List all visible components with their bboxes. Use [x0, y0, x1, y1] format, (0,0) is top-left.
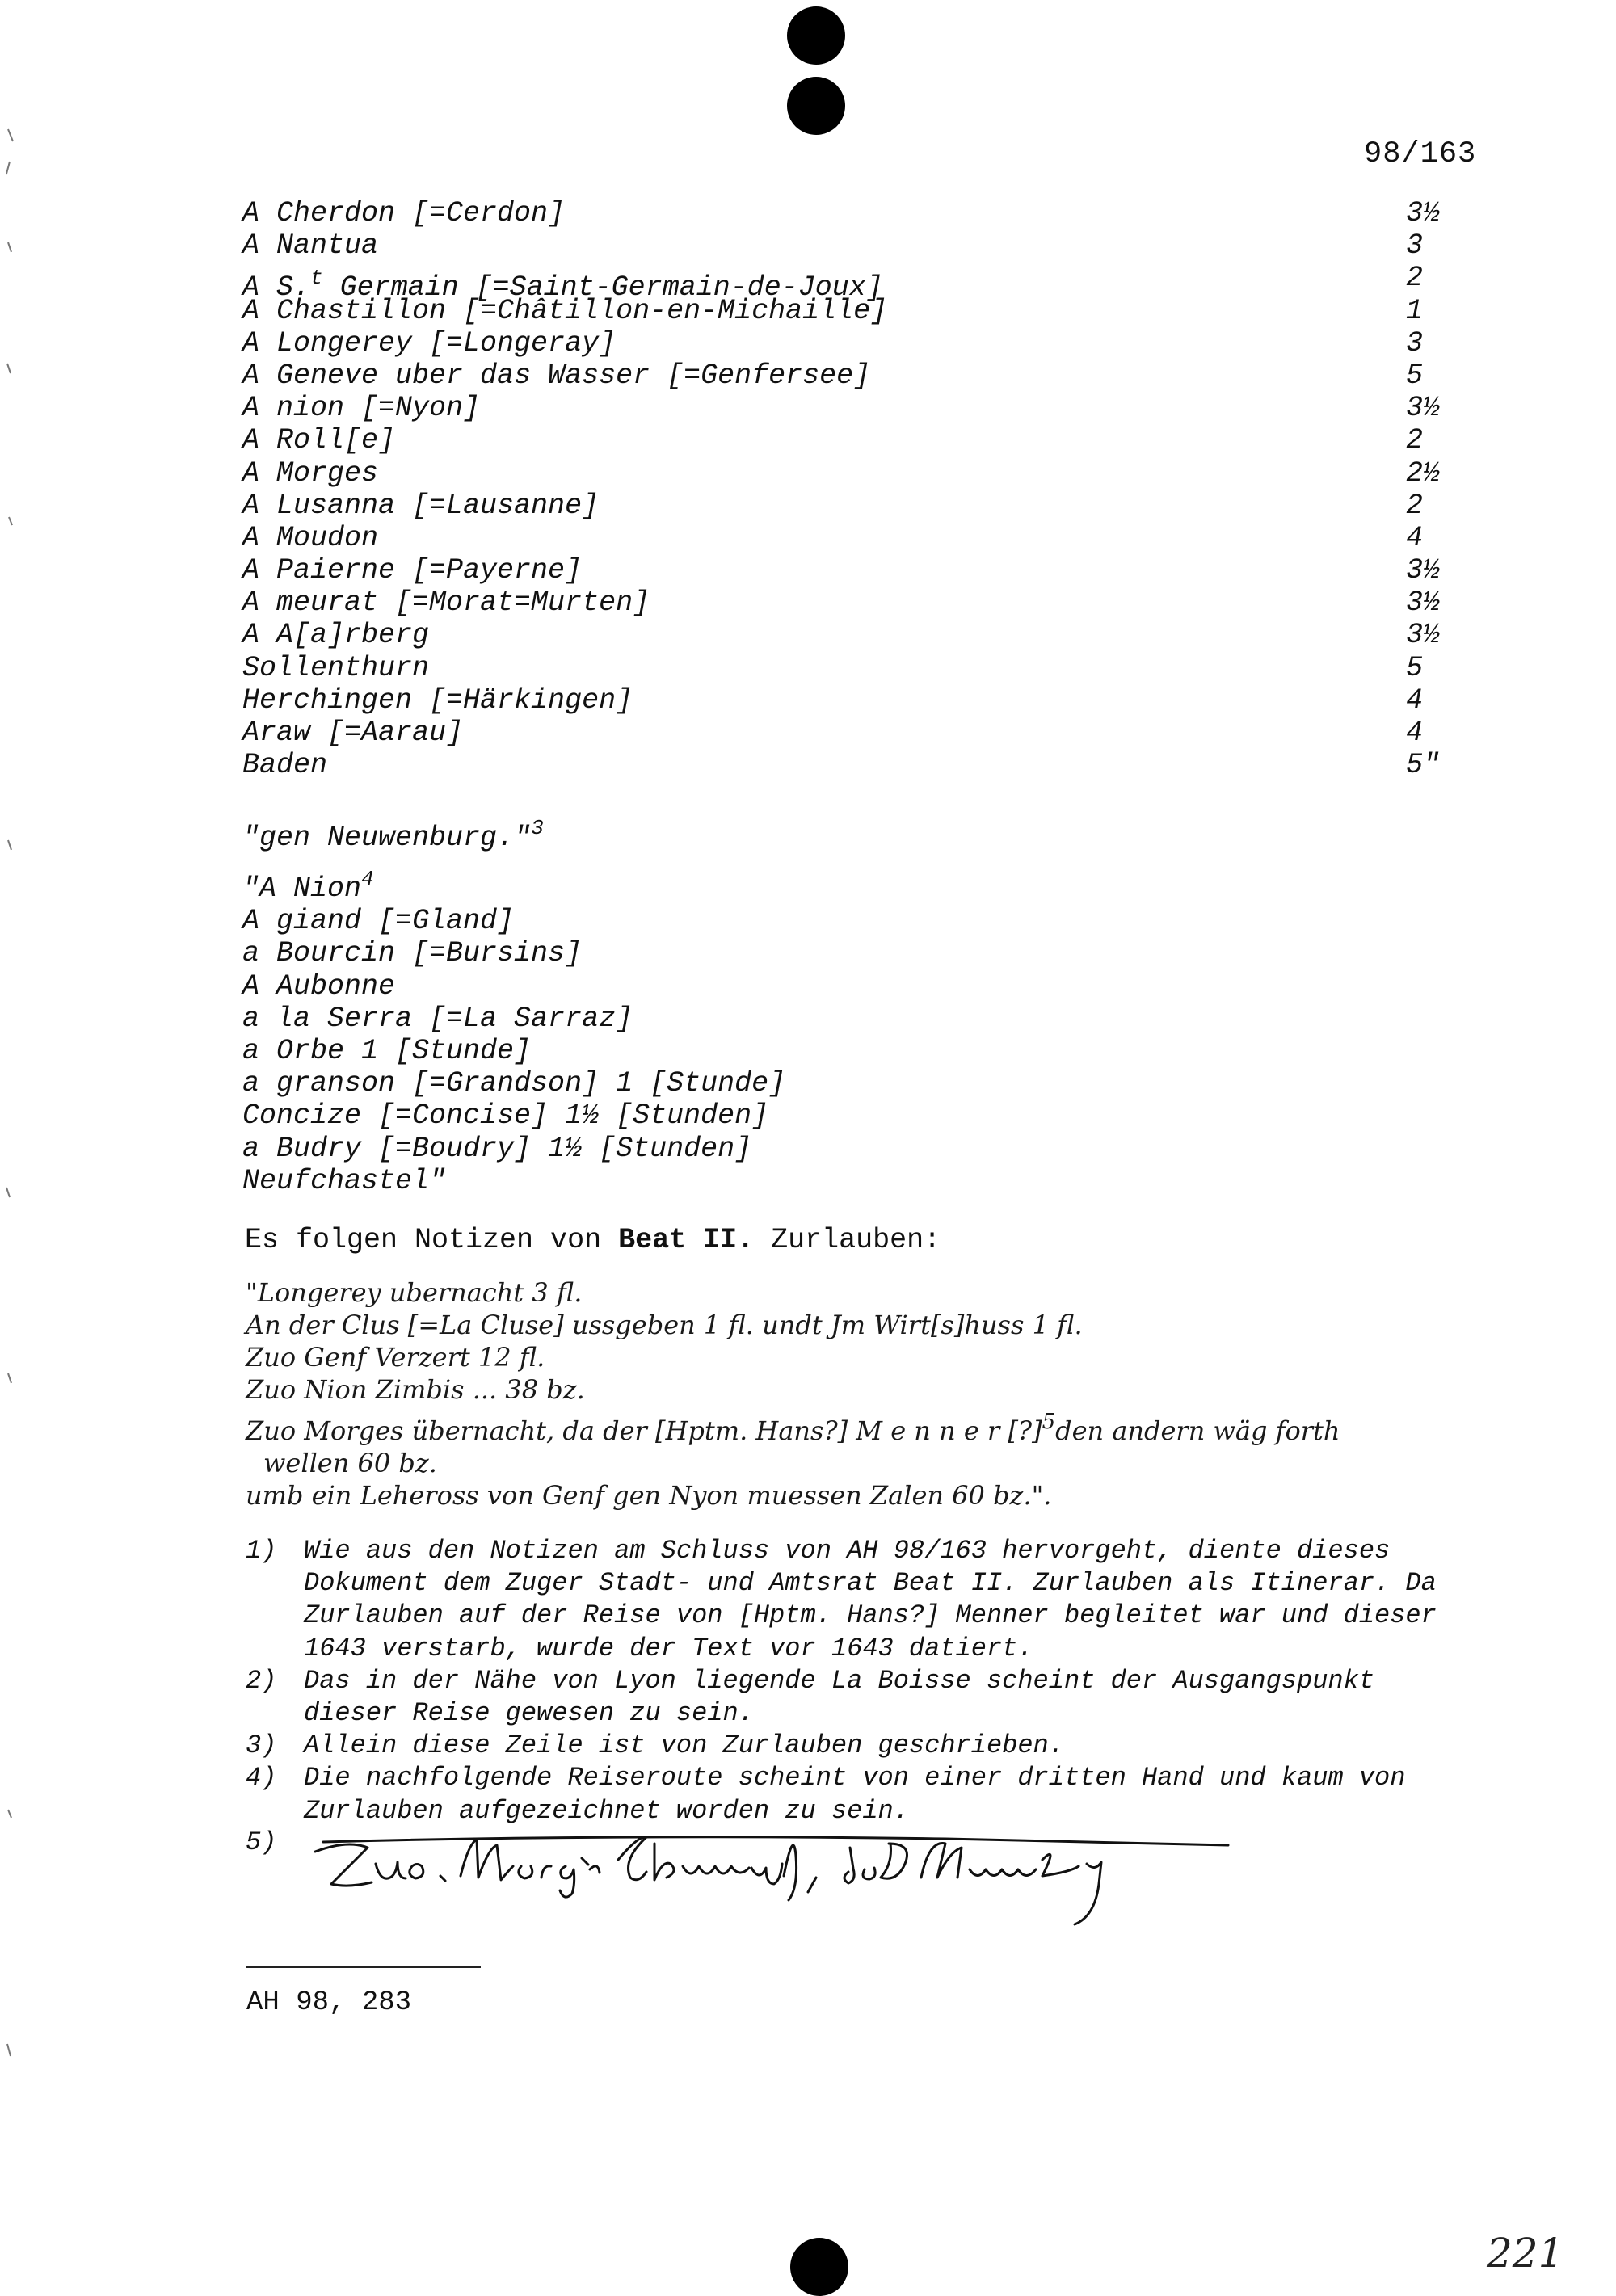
itinerary-row [242, 749, 1462, 781]
notes-intro [245, 1224, 941, 1256]
place-name: A Paierne [=Payerne] [242, 554, 583, 587]
note-line [246, 1406, 1458, 1447]
margin-scan-marks [0, 0, 24, 2283]
place-name: A A[a]rberg [242, 619, 430, 652]
footnote-text: Wie aus den Notizen am Schluss von AH 98/163 hervorgeht, diente dieses Dokument dem Zuger Stadt- und Amtsrat Beat II. Zurlauben als Itinerar. Da Zurlauben auf der Reise von [Hptm. Hans?] Menner begleitet war und dieser 1643 verstarb, wurde der Text vor 1643 datiert. [304, 1536, 1437, 1663]
itinerary-row [242, 717, 1462, 749]
hours-value: 3½ [1406, 554, 1441, 587]
neuenburg-text: "gen Neuwenburg." [242, 822, 532, 854]
itinerary-row [242, 652, 1462, 684]
place-name: A Longerey [=Longeray] [242, 326, 617, 360]
hours-value: 2 [1406, 489, 1424, 522]
itinerary-row [242, 490, 1462, 522]
footnote-ref-5: 5 [1042, 1410, 1056, 1434]
place-name: A Nantua [242, 229, 379, 263]
route-stop: Concize [=Concise] 1½ [Stunden] [242, 1100, 769, 1133]
footnote-number: 2) [246, 1665, 277, 1696]
note-line: "Longerey ubernacht 3 fl. [246, 1277, 583, 1308]
route-stop: A Aubonne [242, 969, 396, 1003]
itinerary-row [242, 295, 1462, 327]
hours-value: 2½ [1406, 456, 1441, 490]
itinerary-row [242, 229, 1462, 262]
hours-value: 3½ [1406, 587, 1441, 620]
place-name-prefix: A S. [242, 271, 311, 305]
note-line: Zuo Nion Zimbis ... 38 bz. [246, 1374, 585, 1405]
footnote-ref-3: 3 [531, 816, 544, 840]
punch-hole-second [787, 77, 845, 135]
note-line: An der Clus [=La Cluse] ussgeben 1 fl. undt Jm Wirt[s]huss 1 fl. [246, 1310, 1083, 1340]
footnote [246, 1730, 1474, 1762]
hours-value: 2 [1406, 262, 1424, 295]
place-name: A Lusanna [=Lausanne] [242, 489, 600, 522]
footnote-number: 1) [246, 1536, 277, 1566]
hours-value: 3½ [1406, 392, 1441, 425]
itinerary-row [242, 619, 1462, 651]
place-name: Sollenthurn [242, 651, 430, 684]
place-name: Araw [=Aarau] [242, 717, 464, 749]
hours-value: 3½ [1406, 619, 1441, 652]
place-name: Herchingen [=Härkingen] [242, 683, 633, 717]
hours-value: 3 [1406, 229, 1424, 263]
intro-text-end: Zurlauben: [754, 1224, 941, 1256]
hours-value: 3 [1406, 326, 1424, 360]
zurlauben-notes [246, 1276, 1458, 1512]
note-line-part: Zuo Morges übernacht, da der [Hptm. Hans?] M e n n e r [?] [246, 1415, 1042, 1446]
footnote-ref-4: 4 [361, 867, 374, 891]
footnotes [246, 1535, 1474, 1827]
footnote-number: 4) [246, 1763, 277, 1793]
itinerary-row [242, 262, 1462, 305]
footnote-number: 3) [246, 1730, 277, 1761]
place-name: A Moudon [242, 521, 379, 554]
itinerary-row [242, 457, 1462, 490]
place-name: A Morges [242, 456, 379, 490]
place-name: Baden [242, 749, 328, 782]
footnote-5-number: 5) [246, 1827, 277, 1857]
itinerary-list [242, 197, 1462, 781]
place-name-suffix: Germain [=Saint-Germain-de-Joux] [322, 271, 883, 305]
footnote-text: Das in der Nähe von Lyon liegende La Boisse scheint der Ausgangspunkt dieser Reise gewesen zu sein. [304, 1665, 1375, 1729]
note-line: Zuo Genf Verzert 12 fl. [246, 1342, 545, 1373]
itinerary-row [242, 684, 1462, 717]
superscript-t: t [310, 266, 323, 291]
hours-value: 1 [1406, 294, 1424, 327]
footnote [246, 1535, 1474, 1665]
route-stop: a Orbe 1 [Stunde] [242, 1035, 532, 1068]
hours-value: 4 [1406, 521, 1424, 554]
punch-hole-bottom [790, 2238, 848, 2296]
route-stop: Neufchastel" [242, 1164, 447, 1197]
hours-value: 5 [1406, 359, 1424, 392]
document-reference: 98/163 [1364, 137, 1477, 171]
note-line: umb ein Leheross von Genf gen Nyon muessen Zalen 60 bz.". [246, 1480, 1052, 1511]
place-name: A nion [=Nyon] [242, 392, 481, 425]
itinerary-row [242, 197, 1462, 229]
itinerary-row [242, 587, 1462, 619]
place-name: A Roll[e] [242, 424, 396, 457]
route-stop: a Bourcin [=Bursins] [242, 937, 583, 970]
handwritten-page-number: 221 [1487, 2230, 1564, 2277]
place-name: A Chastillon [=Châtillon-en-Michaille] [242, 294, 888, 327]
itinerary-row [242, 327, 1462, 360]
footnote-separator-rule [246, 1966, 481, 1968]
footnote-text: Die nachfolgende Reiseroute scheint von einer dritten Hand und kaum von Zurlauben aufgezeichnet worden zu sein. [304, 1763, 1406, 1826]
intro-text: Es folgen Notizen von [245, 1224, 619, 1256]
hours-value: 3½ [1406, 197, 1441, 229]
route-first-stop: "A Nion [242, 873, 362, 905]
place-name: A Geneve uber das Wasser [=Genfersee] [242, 359, 871, 392]
intro-name-bold: Beat II. [618, 1224, 755, 1256]
punch-hole-top [787, 6, 845, 65]
hours-value: 4 [1406, 683, 1424, 717]
itinerary-row [242, 554, 1462, 587]
footnote [246, 1762, 1474, 1827]
note-line-part-end: den andern wäg forth [1055, 1415, 1340, 1446]
neuenburg-line [242, 812, 544, 854]
footnote [246, 1665, 1474, 1730]
footnote-text: Allein diese Zeile ist von Zurlauben geschrieben. [304, 1730, 1064, 1761]
itinerary-row [242, 392, 1462, 424]
source-reference: AH 98, 283 [246, 1987, 412, 2018]
place-name: A meurat [=Morat=Murten] [242, 587, 650, 620]
itinerary-row [242, 522, 1462, 554]
route-stop: a la Serra [=La Sarraz] [242, 1002, 633, 1035]
route-stop: A giand [=Gland] [242, 905, 515, 938]
route-nion-neufchastel [242, 863, 785, 1197]
hours-value: 2 [1406, 424, 1424, 457]
route-stop: a Budry [=Boudry] 1½ [Stunden] [242, 1132, 752, 1165]
handwriting-facsimile [299, 1827, 1236, 1941]
place-name: A Cherdon [=Cerdon] [242, 197, 566, 229]
itinerary-row [242, 360, 1462, 392]
note-line: wellen 60 bz. [263, 1448, 437, 1478]
hours-value: 5" [1406, 749, 1441, 782]
itinerary-row [242, 424, 1462, 456]
hours-value: 5 [1406, 651, 1424, 684]
hours-value: 4 [1406, 717, 1424, 749]
route-stop: a granson [=Grandson] 1 [Stunde] [242, 1067, 786, 1100]
